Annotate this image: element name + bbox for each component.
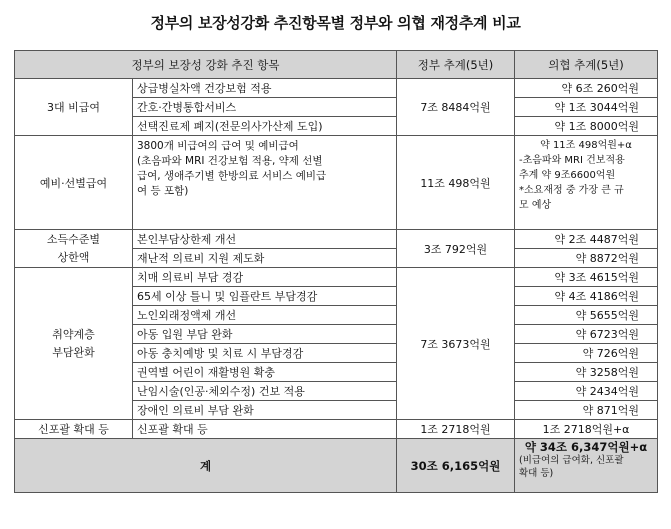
table-row [15, 420, 658, 439]
kma-line: -초음파와 MRI 건보적용 [519, 155, 625, 166]
category-cell: 신포괄 확대 등 [15, 420, 133, 439]
table-row [15, 136, 658, 230]
kma-estimate-cell: 약 6723억원 [515, 325, 658, 344]
item-cell: 아동 입원 부담 완화 [133, 325, 397, 344]
item-line: 3800개 비급여의 급여 및 예비급여 [137, 140, 299, 152]
total-gov: 30조 6,165억원 [397, 439, 515, 493]
kma-line: 약 11조 498억원+α [540, 140, 632, 151]
item-cell: 간호·간병통합서비스 [133, 98, 397, 117]
category-cell: 3대 비급여 [15, 79, 133, 136]
total-kma-main: 약 34조 6,347억원+α [524, 440, 648, 454]
gov-estimate-cell: 7조 3673억원 [397, 268, 515, 420]
kma-line: 모 예상 [519, 200, 552, 211]
header-gov: 정부 추계(5년) [397, 51, 515, 79]
item-cell: 권역별 어린이 재활병원 확충 [133, 363, 397, 382]
kma-estimate-cell: 약 6조 260억원 [515, 79, 658, 98]
item-cell: 신포괄 확대 등 [133, 420, 397, 439]
header-item: 정부의 보장성 강화 추진 항목 [15, 51, 397, 79]
item-line: 급여, 생애주기별 한방의료 서비스 예비급 [137, 170, 327, 182]
category-cell [15, 230, 133, 268]
kma-line: *소요재정 중 가장 큰 규 [519, 185, 624, 196]
item-line: (초음파와 MRI 건강보험 적용, 약제 선별 [137, 155, 323, 167]
table-row [15, 268, 658, 287]
kma-line: 추계 약 9조6600억원 [519, 170, 616, 181]
gov-estimate-cell: 3조 792억원 [397, 230, 515, 268]
kma-estimate-cell: 약 8872억원 [515, 249, 658, 268]
kma-estimate-cell: 약 3258억원 [515, 363, 658, 382]
category-line: 소득수준별 [46, 232, 101, 246]
total-row [15, 439, 658, 493]
category-cell: 예비·선별급여 [15, 136, 133, 230]
total-label: 계 [15, 439, 397, 493]
gov-estimate-cell: 11조 498억원 [397, 136, 515, 230]
item-cell: 아동 충치예방 및 치료 시 부담경감 [133, 344, 397, 363]
category-cell [15, 268, 133, 420]
kma-estimate-cell: 약 4조 4186억원 [515, 287, 658, 306]
kma-estimate-cell: 약 1조 8000억원 [515, 117, 658, 136]
kma-estimate-cell: 약 2조 4487억원 [515, 230, 658, 249]
kma-estimate-cell [515, 136, 658, 230]
category-line: 부담완화 [52, 345, 95, 359]
item-cell: 장애인 의료비 부담 완화 [133, 401, 397, 420]
item-cell: 재난적 의료비 지원 제도화 [133, 249, 397, 268]
item-cell: 상급병실차액 건강보험 적용 [133, 79, 397, 98]
item-cell: 노인외래정액제 개선 [133, 306, 397, 325]
item-cell: 선택진료제 폐지(전문의사가산제 도입) [133, 117, 397, 136]
category-line: 상한액 [57, 250, 90, 264]
kma-estimate-cell: 1조 2718억원+α [515, 420, 658, 439]
item-cell [133, 136, 397, 230]
item-line: 여 등 포함) [137, 185, 189, 197]
kma-estimate-cell: 약 726억원 [515, 344, 658, 363]
comparison-table [14, 50, 658, 493]
item-cell: 치매 의료비 부담 경감 [133, 268, 397, 287]
table-row [15, 230, 658, 249]
kma-estimate-cell: 약 2434억원 [515, 382, 658, 401]
gov-estimate-cell: 7조 8484억원 [397, 79, 515, 136]
category-line: 취약계층 [52, 327, 95, 341]
total-kma [515, 439, 658, 493]
table-row [15, 79, 658, 98]
item-cell: 난임시술(인공·체외수정) 건보 적용 [133, 382, 397, 401]
kma-estimate-cell: 약 871억원 [515, 401, 658, 420]
kma-estimate-cell: 약 1조 3044억원 [515, 98, 658, 117]
item-cell: 65세 이상 틀니 및 임플란트 부담경감 [133, 287, 397, 306]
kma-estimate-cell: 약 3조 4615억원 [515, 268, 658, 287]
gov-estimate-cell: 1조 2718억원 [397, 420, 515, 439]
item-cell: 본인부담상한제 개선 [133, 230, 397, 249]
header-kma: 의협 추계(5년) [515, 51, 658, 79]
page-title: 정부의 보장성강화 추진항목별 정부와 의협 재정추계 비교 [150, 14, 521, 32]
kma-estimate-cell: 약 5655억원 [515, 306, 658, 325]
total-kma-note: (비급여의 급여화, 신포괄 [519, 455, 624, 466]
header-row [15, 51, 658, 79]
total-kma-note: 확대 등) [519, 468, 554, 479]
